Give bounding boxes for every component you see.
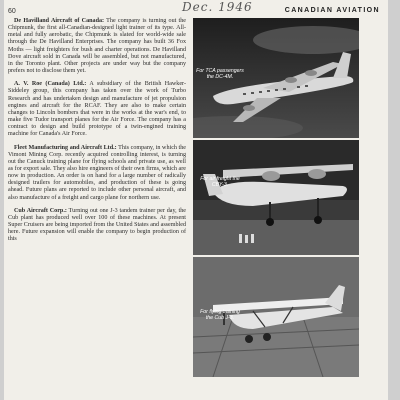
cby3-freighter-photo bbox=[193, 140, 359, 255]
company-entry-avroe bbox=[8, 81, 186, 138]
company-name: Cub Aircraft Corp.: bbox=[14, 207, 67, 214]
photo-column bbox=[193, 18, 359, 379]
photo-caption: For flying training the Cub J-3. bbox=[200, 309, 240, 321]
company-name: Fleet Manufacturing and Aircraft Ltd.: bbox=[14, 144, 117, 151]
page-number: 60 bbox=[8, 8, 16, 15]
handwritten-date-note: Dec. 1946 bbox=[182, 0, 253, 14]
company-text: Turning out one J-3 tandem trainer per day, the Cub plant has produced well over 100 of these machines. At present Super Cruisers are being imported from the United States and assembled here. Future expansion will enable the company to begin production of this bbox=[8, 207, 186, 243]
company-name: De Havilland Aircraft of Canada: bbox=[14, 18, 105, 24]
text-column bbox=[8, 18, 186, 250]
photo-caption: For TCA passengers the DC-4M. bbox=[196, 68, 244, 80]
photo-cub-j3 bbox=[193, 257, 359, 377]
running-title: CANADIAN AVIATION bbox=[284, 7, 380, 14]
company-text: This company, in which the Vimont Mining Corp. recently acquired controlling interest, is turning out the Canuck training plane for flying schools and private use, as well as for export sale. They also hire engineers of their own firms, which are now in production. An order is on hand for a large number of radically designed trailers for automobiles, and production of these is going ahead. Future plans are reported to include other personal aircraft, and also manufacture of a freight and cargo plane for northern use. bbox=[8, 144, 187, 201]
company-entry-cub bbox=[8, 208, 186, 244]
photo-cby3 bbox=[193, 140, 359, 255]
photo-caption: For air freight the CBY-3. bbox=[200, 176, 240, 188]
company-entry-dehavilland bbox=[8, 18, 186, 75]
magazine-page bbox=[4, 0, 388, 400]
photo-dc4m bbox=[193, 18, 359, 138]
company-text: The company is turning out the Chipmunk, the first all-Canadian-designed light trainer of its type. All-metal and fully aerobatic, the Chipmunk is slated for world-wide sale through the De Havilland Enterprises. The company has built 36 Fox Moths — light freighters for bush and charter operations. De Havilland Dove aircraft sold in Canada will be assembled, but not manufactured, in the Toronto plant. Other projects are under way but the company prefers not to disclose them yet. bbox=[8, 18, 187, 75]
company-name: A. V. Roe (Canada) Ltd.: bbox=[14, 81, 87, 88]
company-entry-fleet bbox=[8, 145, 186, 202]
company-text: A subsidiary of the British Hawker-Siddeley group, this company has taken over the work of Turbo Research and has undertaken design and manufacture of jet propulsion engines and aircraft for the RCAF. They are also to make certain changes to Lincoln bombers that were in the works at the war's end, to make five Tudor transport planes for the Air Force. The company has a contract to design and build prototype of a twin-engined training machine for Canada's Air Force. bbox=[8, 81, 186, 138]
